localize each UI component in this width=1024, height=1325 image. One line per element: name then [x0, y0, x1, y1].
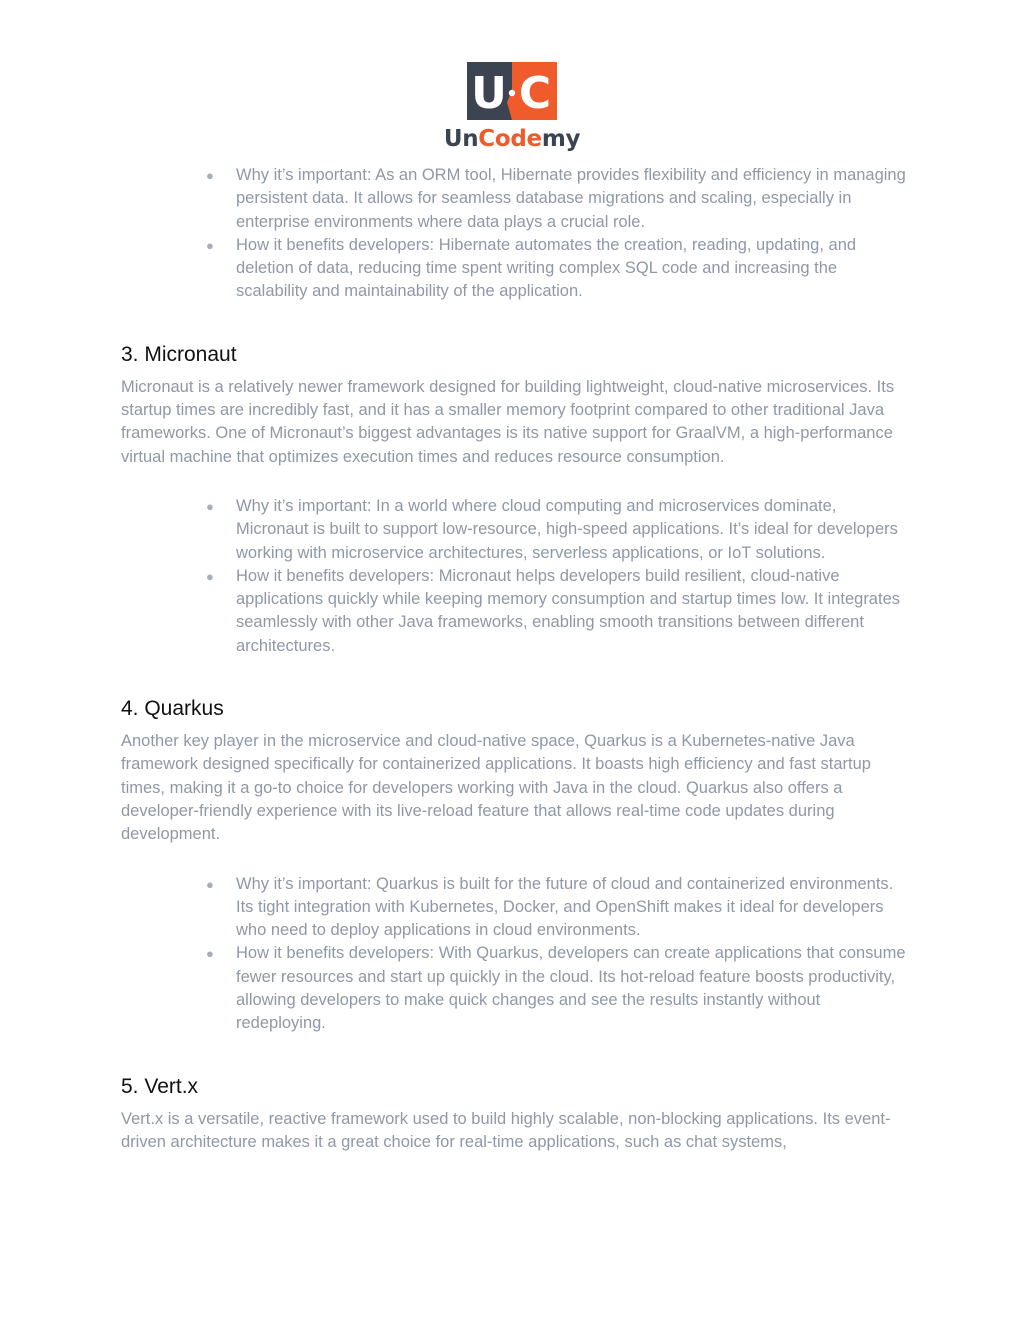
list-item: ● How it benefits developers: Hibernate automates the creation, reading, updating, and deletion of data, reducing time spent writing complex SQL code and increasing the scalability and maintainability of the application. [236, 234, 911, 304]
intro-bullet-list [121, 164, 911, 304]
list-item: ● How it benefits developers: Micronaut helps developers build resilient, cloud-native applications quickly while keeping memory consumption and startup times low. It integrates seamlessly with other Java frameworks, enabling smooth transitions between different architectures. [236, 565, 911, 658]
logo-wordmark [444, 126, 580, 152]
list-item: ● Why it’s important: Quarkus is built for the future of cloud and containerized environments. Its tight integration with Kubernetes, Docker, and OpenShift makes it ideal for developers who need to deploy applications in cloud environments. [236, 873, 911, 943]
section-paragraph-quarkus: Another key player in the microservice and cloud-native space, Quarkus is a Kubernetes-native Java framework designed specifically for containerized applications. It boasts high efficiency and fast startup times, making it a go-to choice for developers working with Java in the cloud. Quarkus also offers a developer-friendly experience with its live-reload feature that allows real-time code updates during development. [121, 732, 871, 844]
uncodemy-logo [0, 62, 1024, 152]
list-item: ● How it benefits developers: With Quarkus, developers can create applications that consume fewer resources and start up quickly in the cloud. Its hot-reload feature boosts productivity, allowing developers to make quick changes and see the results instantly without redeploying. [236, 942, 911, 1035]
section-paragraph-micronaut: Micronaut is a relatively newer framework designed for building lightweight, cloud-native microservices. Its startup times are incredibly fast, and it has a smaller memory footprint compared to other traditional Java frameworks. One of Micronaut’s biggest advantages is its native support for GraalVM, a high-performance virtual machine that optimizes execution times and reduces resource consumption. [121, 377, 895, 466]
logo-word-part2: Code [478, 126, 542, 152]
logo-letter-u: U [471, 68, 507, 119]
list-item: ● Why it’s important: In a world where cloud computing and microservices dominate, Micronaut is built to support low-resource, high-speed applications. It’s ideal for developers working with microservice architectures, serverless applications, or IoT solutions. [236, 495, 911, 565]
logo-word-part1: Un [443, 126, 479, 152]
section-heading-micronaut: 3. Micronaut [121, 342, 237, 366]
section-paragraph-vertx: Vert.x is a versatile, reactive framework used to build highly scalable, non-blocking applications. Its event-driven architecture makes it a great choice for real-time applications, such as chat systems, [121, 1109, 891, 1151]
list-item: ● Why it’s important: As an ORM tool, Hibernate provides flexibility and efficiency in managing persistent data. It allows for seamless database migrations and scaling, especially in enterprise environments where data plays a crucial role. [236, 164, 911, 234]
document-body [121, 164, 911, 1154]
section-heading-quarkus: 4. Quarkus [121, 697, 224, 721]
section-heading-vertx: 5. Vert.x [121, 1074, 199, 1098]
micronaut-bullet-list [121, 495, 911, 658]
logo-letter-c: C [518, 68, 552, 119]
logo-word-part3: my [541, 126, 581, 152]
quarkus-bullet-list [121, 873, 911, 1036]
uc-logo-mark [467, 62, 557, 120]
